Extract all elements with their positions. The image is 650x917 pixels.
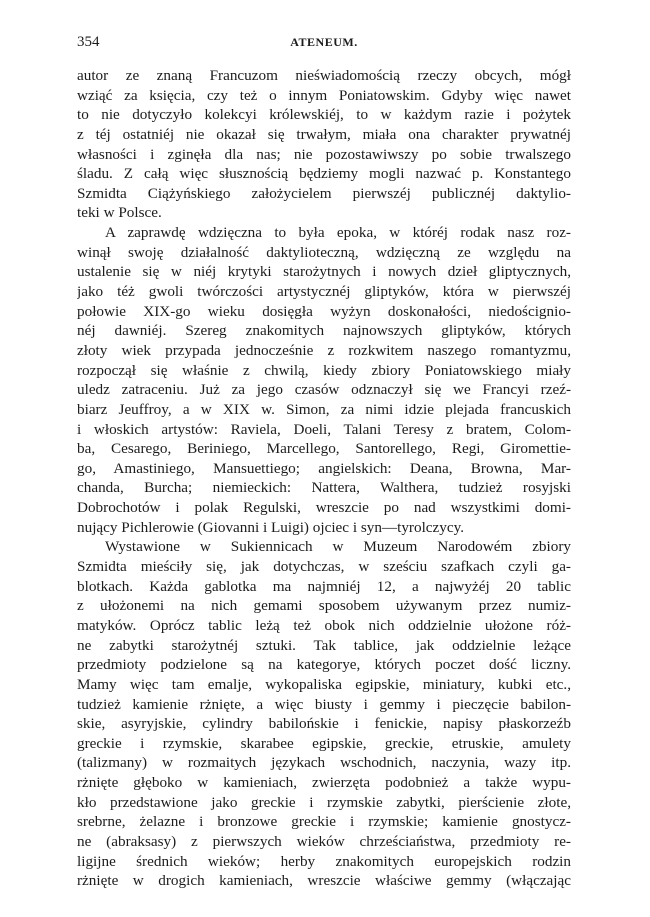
text-line: ligijne średnich wieków; herby znakomitych europejskich rodzin [77,852,571,870]
text-line: rozpoczął się właśnie z chwilą, kiedy zbiory Poniatowskiego miały [77,361,571,379]
text-line: złoty wiek przypada jednocześnie z rozkwitem naszego romantyzmu, [77,341,571,359]
text-line: ba, Cesarego, Beriniego, Marcellego, Santorellego, Regi, Giromettie- [77,440,571,458]
text-line: rżnięte głęboko w kamieniach, zwierzęta podobnież a także wypu- [77,774,571,792]
text-line: to nie dotyczyło kolekcyi królewskiéj, to w każdym razie i pożytek [77,106,571,124]
text-line: chanda, Burcha; niemieckich: Nattera, Walthera, tudzież rosyjski [77,479,571,497]
text-line: ne zabytki starożytnéj sztuki. Tak tablice, jak oddzielnie leżące [77,636,571,654]
text-line: uledz zatraceniu. Już za jego czasów odznaczył się we Francyi rzeź- [77,381,571,399]
text-line: Dobrochotów i polak Regulski, wreszcie po nad wszystkimi domi- [77,499,571,517]
text-line: autor ze znaną Francuzom nieświadomością rzeczy obcych, mógł [77,67,571,84]
text-line: przedmioty podzielone są na kategorye, których poczet dość liczny. [77,656,571,674]
text-line: połowie XIX-go wieku dosięgła wyżyn doskonałości, niedoścignio- [77,302,571,320]
text-line: tudzież kamienie rżnięte, a więc biusty i gemmy i pieczęcie babilon- [77,695,571,713]
page-header [77,34,571,56]
text-line: własności i zginęła dla nas; nie pozostawiwszy po sobie trwalszego [77,145,571,163]
text-line: z téj ostatniéj nie okazał się trwałym, miała ona charakter prywatnéj [77,125,571,143]
text-line: winął swoję działalność daktylioteczną, wdzięczną ze względu na [77,243,571,261]
text-line: Szmidta Ciążyńskiego założycielem pierwszéj publicznéj daktylio- [77,184,571,202]
text-line: nujący Pichlerowie (Giovanni i Luigi) ojciec i syn—tyrolczycy. [77,518,465,536]
text-line: (talizmany) w rozmaitych językach wschodnich, naczynia, wazy itp. [77,754,571,772]
text-line: wziąć za księcia, czy też o innym Poniatowskim. Gdyby więc nawet [77,86,571,104]
text-line: skie, asyryjskie, cylindry babilońskie i fenickie, napisy płaskorzeźb [77,715,571,733]
text-line: i włoskich artystów: Raviela, Doeli, Talani Teresy z bratem, Colom- [77,420,571,438]
text-line: greckie i rzymskie, skarabee egipskie, greckie, etruskie, amulety [77,734,571,752]
text-line: A zaprawdę wdzięczna to była epoka, w któréj rodak nasz roz- [105,224,571,242]
text-line: Wystawione w Sukiennicach w Muzeum Narodowém zbiory [105,538,571,556]
text-line: néj dawniéj. Szereg znakomitych najnowszych gliptyków, których [77,322,571,340]
paragraph-3 [77,537,571,891]
paragraph-1 [77,66,571,223]
text-line: jako téż gwoli twórczości artystycznéj gliptyków, która w pierwszéj [77,283,571,301]
text-line: blotkach. Każda gablotka ma najmniéj 12, a najwyżéj 20 tablic [77,577,571,595]
text-line: śladu. Z całą więc słusznością będziemy mogli nazwać p. Konstantego [77,165,571,183]
text-line: matyków. Oprócz tablic leżą też obok nich oddzielnie ułożone róż- [77,616,571,634]
body-text [77,66,571,891]
text-line: kło przedstawione jako greckie i rzymskie zabytki, pierścienie złote, [77,793,571,811]
text-line: rżnięte w drogich kamieniach, wreszcie właściwe gemmy (włączając [77,872,571,890]
text-line: z ułożonemi na nich gemami sposobem używanym przez numiz- [77,597,571,615]
text-line: ne (abraksasy) z pierwszych wieków chrześciaństwa, przedmioty re- [77,832,571,850]
running-title: ATENEUM. [290,35,358,49]
text-line: teki w Polsce. [77,204,162,222]
text-line: ustalenie się w niéj krytyki starożytnych i nowych dzieł gliptycznych, [77,263,571,281]
text-line: srebrne, żelazne i bronzowe greckie i rzymskie; kamienie gnostycz- [77,813,571,831]
text-line: biarz Jeuffroy, a w XIX w. Simon, za nimi idzie plejada francuskich [77,400,571,418]
text-line: go, Amastiniego, Mansuettiego; angielskich: Deana, Browna, Mar- [77,459,571,477]
paragraph-2 [77,223,571,537]
text-line: Szmidta mieściły się, jak dotychczas, w sześciu szafkach czyli ga- [77,558,571,576]
text-line: Mamy więc tam emalje, wykopaliska egipskie, miniatury, kubki etc., [77,675,571,693]
page-number: 354 [77,34,100,50]
